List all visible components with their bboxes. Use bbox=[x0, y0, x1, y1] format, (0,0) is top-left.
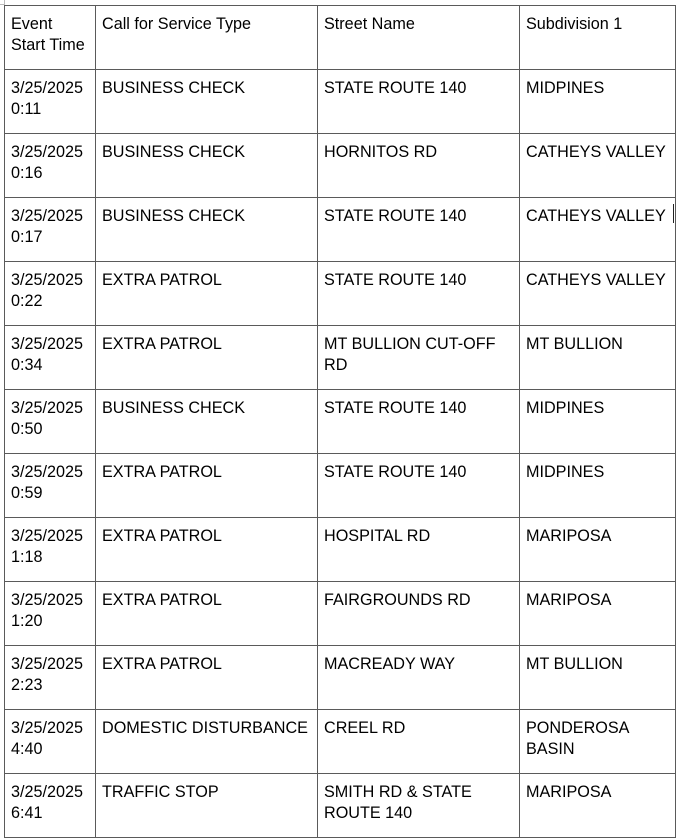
cell-subdivision: MT BULLION bbox=[520, 646, 676, 710]
cell-call-type: DOMESTIC DISTURBANCE bbox=[96, 710, 318, 774]
table-row bbox=[5, 198, 676, 262]
header-street-name: Street Name bbox=[318, 6, 520, 70]
cell-street-name: FAIRGROUNDS RD bbox=[318, 582, 520, 646]
cell-event-start-time: 3/25/2025 0:16 bbox=[5, 134, 96, 198]
table-row bbox=[5, 774, 676, 838]
cell-call-type: EXTRA PATROL bbox=[96, 646, 318, 710]
cell-street-name: STATE ROUTE 140 bbox=[318, 198, 520, 262]
cell-event-start-time: 3/25/2025 0:50 bbox=[5, 390, 96, 454]
table-row bbox=[5, 646, 676, 710]
cell-call-type: BUSINESS CHECK bbox=[96, 390, 318, 454]
cell-subdivision: CATHEYS VALLEY bbox=[520, 262, 676, 326]
table-header-row bbox=[5, 6, 676, 70]
cell-call-type: TRAFFIC STOP bbox=[96, 774, 318, 838]
header-call-type: Call for Service Type bbox=[96, 6, 318, 70]
text-cursor bbox=[673, 204, 674, 223]
cell-subdivision: MARIPOSA bbox=[520, 774, 676, 838]
cell-event-start-time: 3/25/2025 0:22 bbox=[5, 262, 96, 326]
table-row bbox=[5, 454, 676, 518]
cell-event-start-time: 3/25/2025 4:40 bbox=[5, 710, 96, 774]
cell-event-start-time: 3/25/2025 0:17 bbox=[5, 198, 96, 262]
cell-street-name: STATE ROUTE 140 bbox=[318, 454, 520, 518]
table-row bbox=[5, 262, 676, 326]
cell-subdivision: MARIPOSA bbox=[520, 582, 676, 646]
cell-call-type: BUSINESS CHECK bbox=[96, 134, 318, 198]
table-row bbox=[5, 134, 676, 198]
cell-call-type: EXTRA PATROL bbox=[96, 262, 318, 326]
cell-call-type: BUSINESS CHECK bbox=[96, 198, 318, 262]
cell-call-type: EXTRA PATROL bbox=[96, 326, 318, 390]
table-row bbox=[5, 326, 676, 390]
cell-subdivision: CATHEYS VALLEY bbox=[520, 198, 676, 262]
cell-street-name: HOSPITAL RD bbox=[318, 518, 520, 582]
cell-subdivision: MIDPINES bbox=[520, 454, 676, 518]
cell-street-name: HORNITOS RD bbox=[318, 134, 520, 198]
cell-subdivision: MIDPINES bbox=[520, 70, 676, 134]
table-row bbox=[5, 582, 676, 646]
table-row bbox=[5, 70, 676, 134]
cell-subdivision: MIDPINES bbox=[520, 390, 676, 454]
cell-street-name: MACREADY WAY bbox=[318, 646, 520, 710]
table-row bbox=[5, 390, 676, 454]
cell-call-type: EXTRA PATROL bbox=[96, 518, 318, 582]
cell-event-start-time: 3/25/2025 1:18 bbox=[5, 518, 96, 582]
cell-street-name: STATE ROUTE 140 bbox=[318, 262, 520, 326]
cell-subdivision: PONDEROSA BASIN bbox=[520, 710, 676, 774]
cell-street-name: MT BULLION CUT-OFF RD bbox=[318, 326, 520, 390]
cell-subdivision: CATHEYS VALLEY bbox=[520, 134, 676, 198]
header-subdivision: Subdivision 1 bbox=[520, 6, 676, 70]
table-row bbox=[5, 710, 676, 774]
cell-street-name: STATE ROUTE 140 bbox=[318, 70, 520, 134]
cell-event-start-time: 3/25/2025 6:41 bbox=[5, 774, 96, 838]
cell-call-type: BUSINESS CHECK bbox=[96, 70, 318, 134]
cell-event-start-time: 3/25/2025 2:23 bbox=[5, 646, 96, 710]
cell-street-name: STATE ROUTE 140 bbox=[318, 390, 520, 454]
cell-event-start-time: 3/25/2025 0:59 bbox=[5, 454, 96, 518]
cell-event-start-time: 3/25/2025 0:34 bbox=[5, 326, 96, 390]
table-body bbox=[5, 70, 676, 838]
table-row bbox=[5, 518, 676, 582]
cell-event-start-time: 3/25/2025 0:11 bbox=[5, 70, 96, 134]
cell-call-type: EXTRA PATROL bbox=[96, 454, 318, 518]
cell-street-name: CREEL RD bbox=[318, 710, 520, 774]
cell-subdivision: MT BULLION bbox=[520, 326, 676, 390]
cell-event-start-time: 3/25/2025 1:20 bbox=[5, 582, 96, 646]
cell-street-name: SMITH RD & STATE ROUTE 140 bbox=[318, 774, 520, 838]
calls-for-service-table bbox=[4, 5, 676, 838]
cell-subdivision: MARIPOSA bbox=[520, 518, 676, 582]
header-event-start-time: Event Start Time bbox=[5, 6, 96, 70]
cell-call-type: EXTRA PATROL bbox=[96, 582, 318, 646]
